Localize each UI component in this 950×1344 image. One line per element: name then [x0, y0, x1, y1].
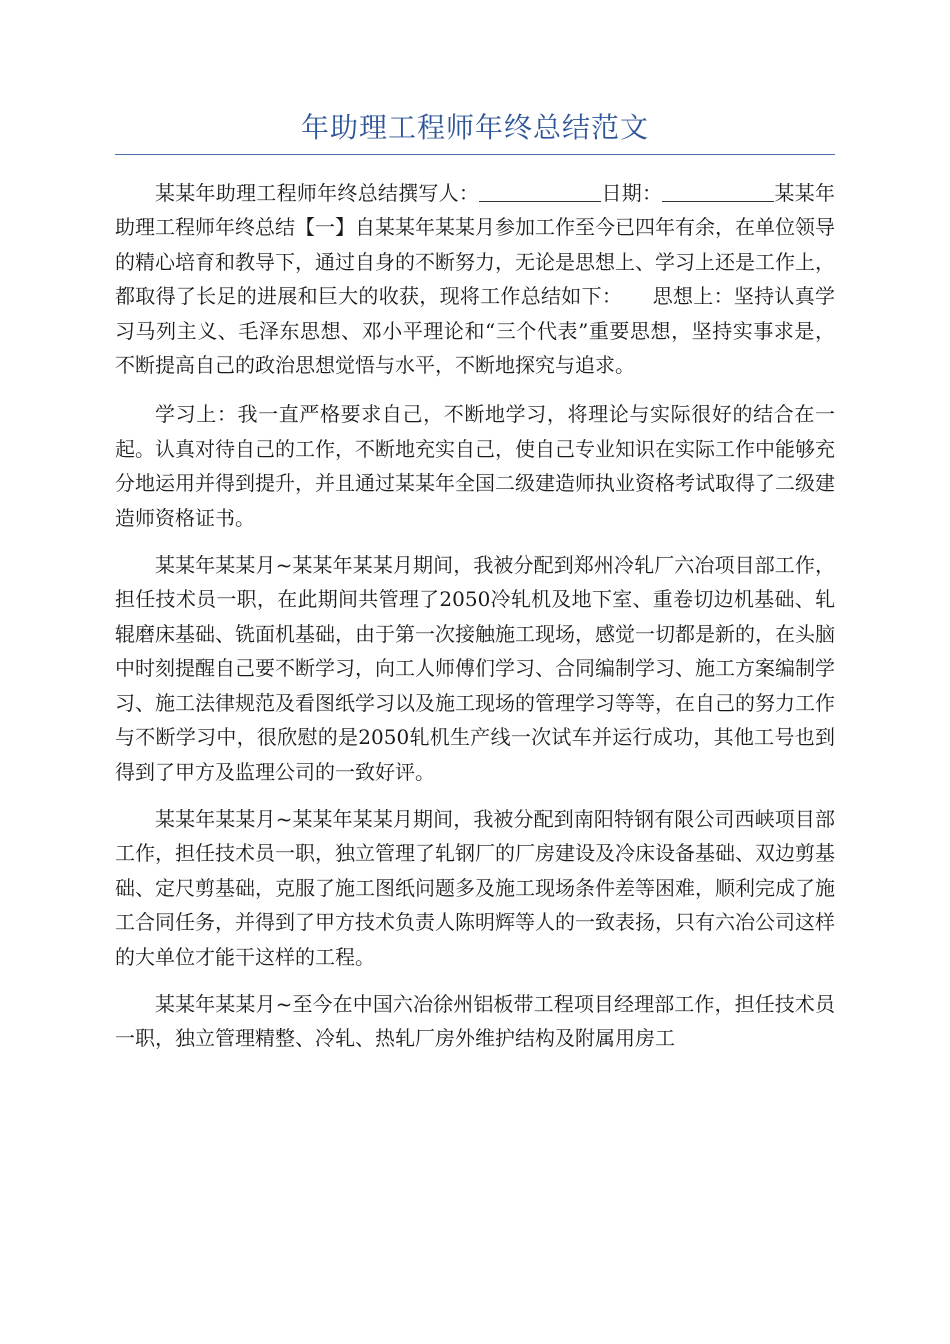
- paragraph-xuzhou: 某某年某某月~至今在中国六冶徐州铝板带工程项目经理部工作，担任技术员一职，独立管理精整、冷轧、热轧厂房外维护结构及附属用房工: [115, 991, 835, 1051]
- date-label: 日期：: [601, 181, 663, 205]
- paragraph-study: 学习上：我一直严格要求自己，不断地学习，将理论与实际很好的结合在一起。认真对待自己的工作，不断地充实自己，使自己专业知识在实际工作中能够充分地运用并得到提升，并且通过某某年全国二级建造师执业资格考试取得了二级建造师资格证书。: [115, 402, 835, 530]
- paragraph-1-text: 某某年助理工程师年终总结【一】自某某年某某月参加工作至今已四年有余，在单位领导的精心培育和教导下，通过自身的不断努力，无论是思想上、学习上还是工作上，都取得了长足的进展和巨大的收获，现将工作总结如下： 思想上：坚持认真学习马列主义、毛泽东思想、邓小平理论和“三个代表”重要思想，坚持实事求是，不断提高自己的政治思想觉悟与水平，不断地探究与追求。: [115, 181, 836, 378]
- title-underline: [115, 154, 835, 155]
- document-body: [115, 176, 835, 1069]
- author-label: 某某年助理工程师年终总结撰写人：: [155, 181, 480, 205]
- document-title: 年助理工程师年终总结范文: [300, 111, 649, 144]
- author-blank-line: [479, 181, 601, 202]
- date-blank-line: [662, 181, 774, 202]
- paragraph-zhengzhou: 某某年某某月~某某年某某月期间，我被分配到郑州冷轧厂六冶项目部工作，担任技术员一职，在此期间共管理了2050冷轧机及地下室、重卷切边机基础、轧辊磨床基础、铣面机基础，由于第一次接触施工现场，感觉一切都是新的，在头脑中时刻提醒自己要不断学习，向工人师傅们学习、合同编制学习、施工方案编制学习、施工法律规范及看图纸学习以及施工现场的管理学习等等，在自己的努力工作与不断学习中，很欣慰的是2050轧机生产线一次试车并运行成功，其他工号也到得到了甲方及监理公司的一致好评。: [115, 553, 835, 784]
- paragraph-nanyang: 某某年某某月~某某年某某月期间，我被分配到南阳特钢有限公司西峡项目部工作，担任技术员一职，独立管理了轧钢厂的厂房建设及冷床设备基础、双边剪基础、定尺剪基础，克服了施工图纸问题多及施工现场条件差等困难，顺利完成了施工合同任务，并得到了甲方技术负责人陈明辉等人的一致表扬，只有六冶公司这样的大单位才能干这样的工程。: [115, 806, 835, 969]
- paragraph-intro: [115, 176, 835, 382]
